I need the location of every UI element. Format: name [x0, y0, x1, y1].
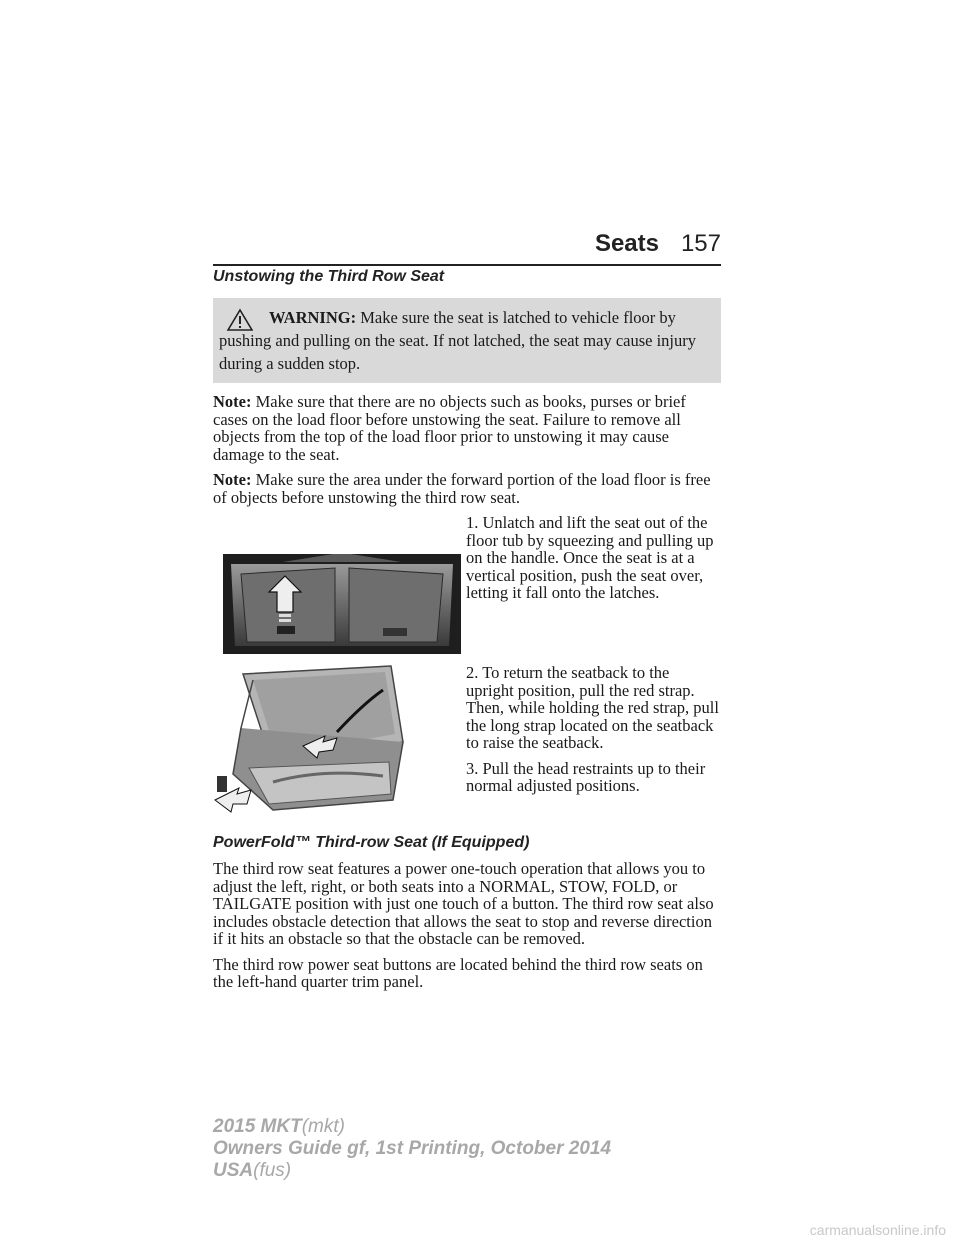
heading-powerfold: PowerFold™ Third-row Seat (If Equipped)	[213, 834, 530, 851]
note-label: Note:	[213, 470, 252, 489]
step-1-row	[213, 514, 721, 664]
watermark: carmanualsonline.info	[809, 1222, 946, 1238]
step-2-row	[213, 664, 721, 820]
footer-model-code: (mkt)	[301, 1116, 345, 1137]
warning-text-block	[219, 306, 713, 375]
step-3: 3. Pull the head restraints up to their normal adjusted positions.	[466, 758, 706, 795]
step-2: 2. To return the seatback to the upright position, pull the red strap. Then, while holding the red strap, pull the long strap located on the seatback to raise the seatback.	[466, 663, 719, 752]
seatback-raise-illustration	[213, 664, 413, 814]
warning-triangle-icon	[227, 308, 253, 332]
warning-label: WARNING:	[269, 308, 357, 327]
step-1: 1. Unlatch and lift the seat out of the floor tub by squeezing and pulling up on the handle. Once the seat is at a vertical position, push the seat over, letting it fall onto the latches.	[466, 513, 714, 602]
note-text: Make sure that there are no objects such as books, purses or brief cases on the load floor before unstowing the seat. Failure to remove all objects from the top of the load floor prior to unstowing it may cause damage to the seat.	[213, 392, 686, 464]
page-footer	[213, 1116, 611, 1182]
note-label: Note:	[213, 392, 252, 411]
step-1-text-block	[466, 514, 721, 602]
page-content	[213, 268, 721, 999]
section-title: Seats	[594, 230, 659, 257]
seat-unlatch-illustration	[223, 554, 461, 654]
paragraph-powerfold-1: The third row seat features a power one-touch operation that allows you to adjust the left, right, or both seats into a NORMAL, STOW, FOLD, or TAILGATE position with just one touch of a button. The third row seat also includes obstacle detection that allows the seat to stop and reverse direction if it hits an obstacle so that the obstacle can be removed.	[213, 859, 714, 948]
note-2	[213, 471, 721, 506]
footer-line-2: Owners Guide gf, 1st Printing, October 2014	[213, 1138, 612, 1159]
footer-region-code: (fus)	[253, 1160, 292, 1181]
footer-line-3	[213, 1160, 611, 1182]
page-number: 157	[680, 230, 721, 257]
warning-text: Make sure the seat is latched to vehicle floor by pushing and pulling on the seat. If not latched, the seat may cause injury during a sudden stop.	[219, 308, 697, 373]
note-1	[213, 393, 721, 463]
footer-region: USA	[213, 1160, 254, 1181]
page-header	[213, 226, 721, 266]
paragraph-powerfold-2: The third row power seat buttons are located behind the third row seats on the left-hand quarter trim panel.	[213, 954, 703, 991]
heading-unstowing: Unstowing the Third Row Seat	[213, 268, 445, 285]
warning-box	[213, 298, 721, 383]
note-text: Make sure the area under the forward portion of the load floor is free of objects before unstowing the third row seat.	[213, 470, 711, 507]
footer-line-1	[213, 1116, 611, 1138]
footer-model: 2015 MKT	[213, 1116, 302, 1137]
step-2-3-text-block	[466, 664, 721, 795]
